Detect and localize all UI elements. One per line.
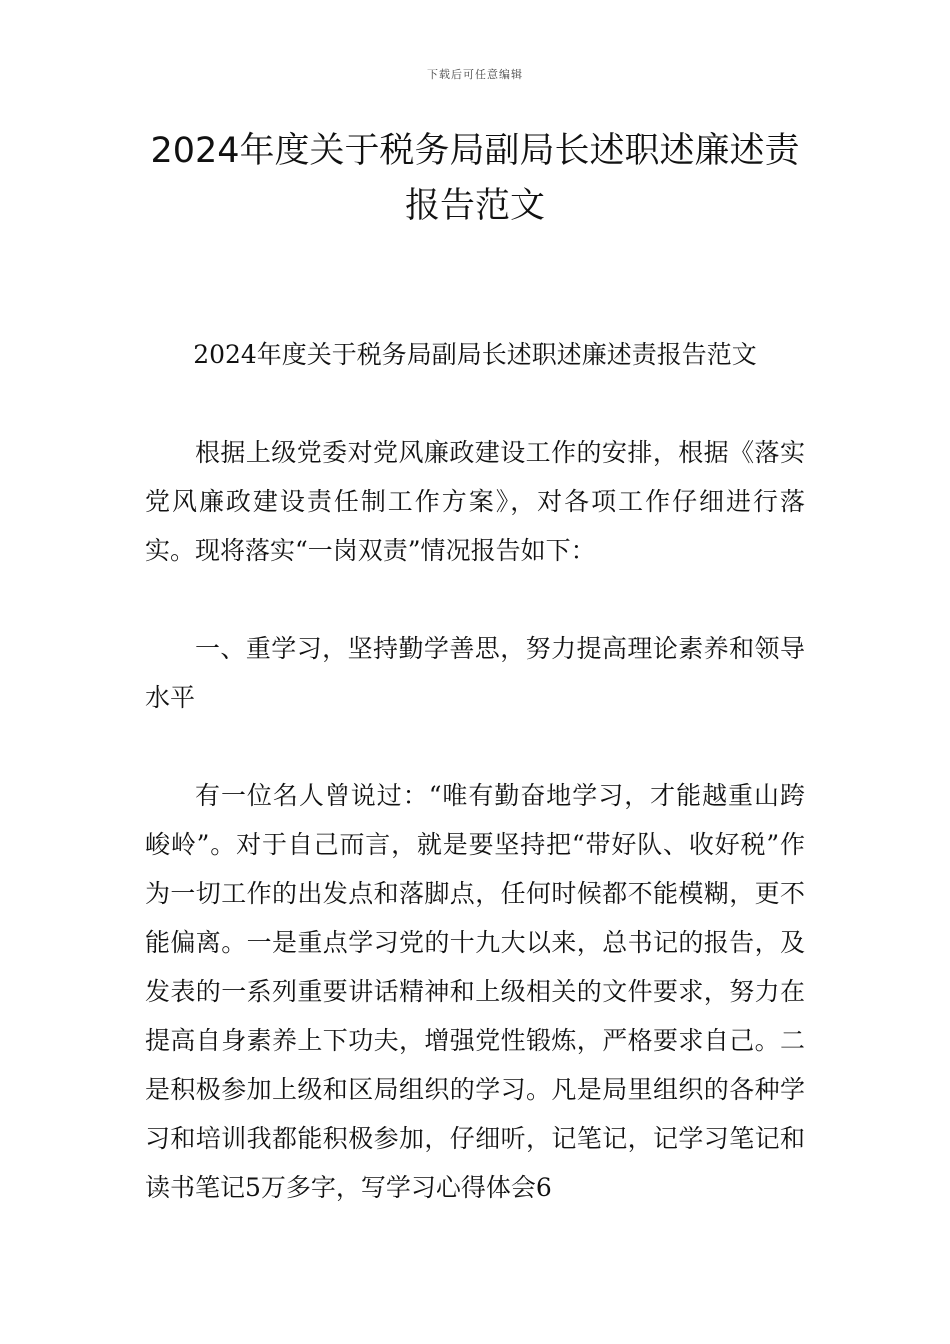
document-title: 2024年度关于税务局副局长述职述廉述责报告范文 [150, 131, 800, 226]
paragraph-intro: 根据上级党委对党风廉政建设工作的安排，根据《落实党风廉政建设责任制工作方案》，对各项工作仔细进行落实。现将落实“一岗双责”情况报告如下： [145, 438, 805, 565]
document-subtitle: 2024年度关于税务局副局长述职述廉述责报告范文 [193, 340, 757, 369]
header-note: 下载后可任意编辑 [427, 68, 523, 81]
paragraph-section-1: 有一位名人曾说过：“唯有勤奋地学习，才能越重山跨峻岭”。对于自己而言，就是要坚持把“带好队、收好税”作为一切工作的出发点和落脚点，任何时候都不能模糊，更不能偏离。一是重点学习党的十九大以来，总书记的报告，及发表的一系列重要讲话精神和上级相关的文件要求，努力在提高自身素养上下功夫，增强党性锻炼，严格要求自己。二是积极参加上级和区局组织的学习。凡是局里组织的各种学习和培训我都能积极参加，仔细听，记笔记，记学习笔记和读书笔记5万多字，写学习心得体会6 [145, 781, 805, 1202]
section-heading-1: 一、重学习，坚持勤学善思，努力提高理论素养和领导水平 [145, 634, 805, 712]
document-body [145, 330, 805, 1212]
